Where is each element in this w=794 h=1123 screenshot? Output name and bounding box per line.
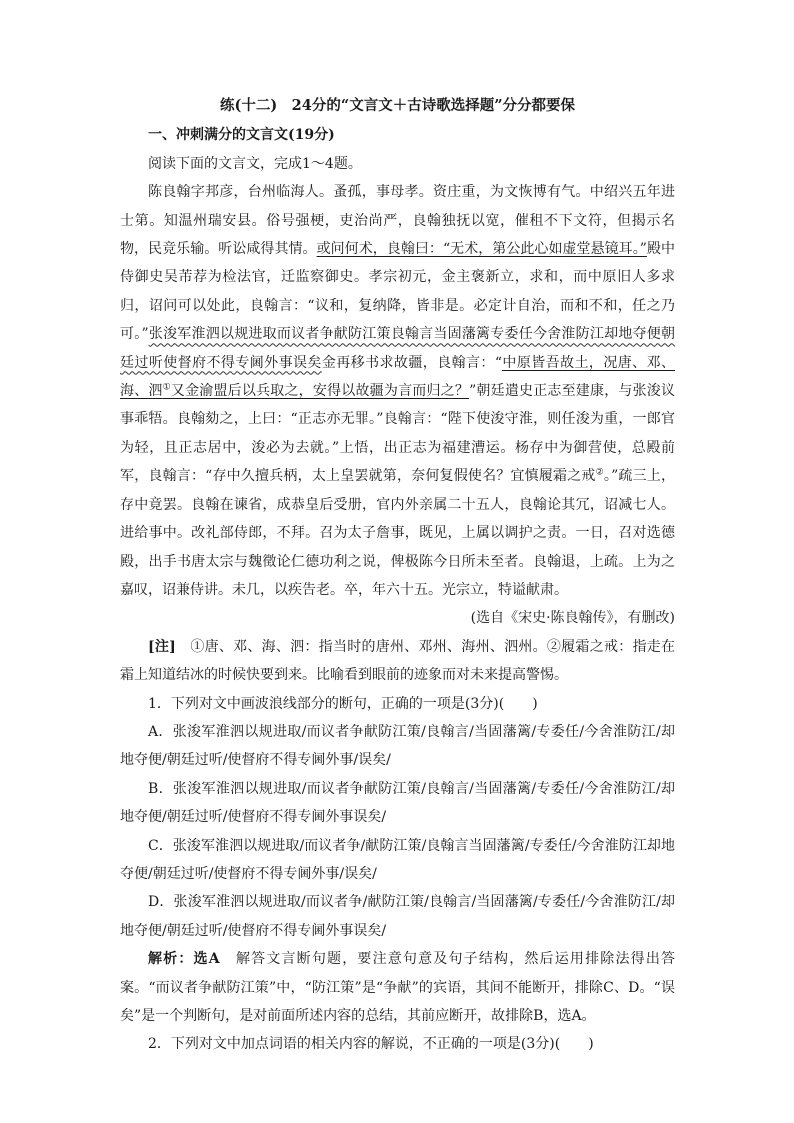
document-page [120, 92, 675, 1059]
underlined-sentence: 或问何术，良翰曰：“无术，第公此心如虚堂悬镜耳。” [316, 241, 647, 258]
footnote-marker: ① [162, 382, 171, 393]
underlined-text: 中原皆吾故土，况唐、邓、海、泗 [120, 354, 675, 400]
analysis-text: 解答文言断句题，要注意句意及句子结构，然后运用排除法得出答案。“而议者争献防江策”中，“防江策”是“争献”的宾语，其间不能断开，排除C、D。“误矣”是一个判断句，是对前面所述内容的总结，其前应断开，故排除B，选A。 [120, 951, 675, 1024]
question-stem: 2．下列对文中加点词语的相关内容的解说，不正确的一项是(3分)( ) [148, 1036, 594, 1053]
option-c: C．张浚军淮泗以规进取/而议者争/献防江策/良翰言当固藩篱/专委任/今舍淮防江却地夺便/朝廷过听/使督府不得专阃外事/误矣/ [120, 837, 675, 882]
passage-text: 金再移书求故疆，良翰言：“ [321, 354, 502, 371]
option-b: B．张浚军淮泗以规进取/而议者争献防江策/良翰言/当固藩篱/专委任/今舍淮防江/却地夺便/朝廷过听/使督府不得专阃外事误矣/ [120, 780, 675, 826]
option-a: A．张浚军淮泗以规进取/而议者争献防江策/良翰言/当固藩篱/专委任/今舍淮防江/却地夺便/朝廷过听/使督府不得专阃外事/误矣/ [120, 723, 675, 769]
page-title: 练(十二) 24分的“文言文＋古诗歌选择题”分分都要保 [219, 97, 576, 114]
wavy-underlined-sentence: 张浚军淮泗以规进取而议者争献防江策良翰言当固藩篱专委任今舍淮防江却地夺便朝廷过听使督府不得专阃外事误矣 [120, 326, 675, 371]
passage-text: 陈良翰字邦彦，台州临海人。蚤孤，事母孝。资庄重，为文恢博有气。中绍兴五年进士第。知温州瑞安县。俗号强梗，吏治尚严，良翰独抚以宽，催租不下文符，但揭示名物，民竞乐输。听讼咸得其情。 [120, 184, 675, 258]
note-label: [注] [148, 638, 176, 655]
analysis [120, 945, 675, 1030]
section-heading: 一、冲刺满分的文言文(19分) [148, 127, 335, 144]
analysis-label: 解析：选A [148, 951, 220, 968]
passage-text: ”朝廷遣史正志至建康，与张浚议事乖牾。良翰劾之，上曰：“正志亦无罪。”良翰言：“陛下使浚守淮，则任浚为重，一郎官为轻，且正志居中，浚必为去就。”上悟，出正志为福建漕运。杨存中为御营使，总殿前军，良翰言：“存中久擅兵柄，太上皇罢就第，奈何复假使名？宜慎履霜之戒 [120, 383, 676, 485]
option-d: D．张浚军淮泗以规进取/而议者争/献防江策/良翰言/当固藩篱/专委任/今舍淮防江/却地夺便/朝廷过听/使督府不得专阃外事误矣/ [120, 894, 675, 939]
passage-paragraph [120, 178, 675, 604]
passage-text: 。”疏三上，存中竟罢。良翰在谏省，成恭皇后受册，官内外亲属二十五人，良翰论其冗，诏减七人。进给事中。改礼部侍郎，不拜。召为太子詹事，既见，上属以调护之责。一日，召对选德殿，出手书唐太宗与魏徵论仁德功利之说，俾极陈今日所未至者。良翰退，上疏。上为之嘉叹，诏兼侍讲。未几，以疾告老。卒，年六十五。光宗立，特谥献肃。 [120, 468, 675, 598]
footnote-marker: ② [595, 467, 604, 478]
underlined-text: 又金渝盟后以兵取之，安得以故疆为言而归之？ [170, 383, 470, 400]
note-text: ①唐、邓、海、泗：指当时的唐州、邓州、海州、泗州。②履霜之戒：指走在霜上知道结冰的时候快要到来。比喻看到眼前的迹象而对未来提高警惕。 [120, 638, 676, 684]
notes [120, 633, 675, 690]
source-citation: (选自《宋史·陈良翰传》，有删改) [470, 610, 675, 627]
instruction: 阅读下面的文言文，完成1～4题。 [148, 155, 362, 172]
question-stem: 1．下列对文中画波浪线部分的断句，正确的一项是(3分)( ) [148, 695, 538, 712]
passage-text: 殿中侍御史吴芾荐为检法官，迁监察御史。孝宗初元，金主褒新立，求和，而中原旧人多求归，诏问可以处此，良翰言：“议和，复纳降，皆非是。必定计自治，而和不和，任之乃可。” [120, 241, 676, 343]
